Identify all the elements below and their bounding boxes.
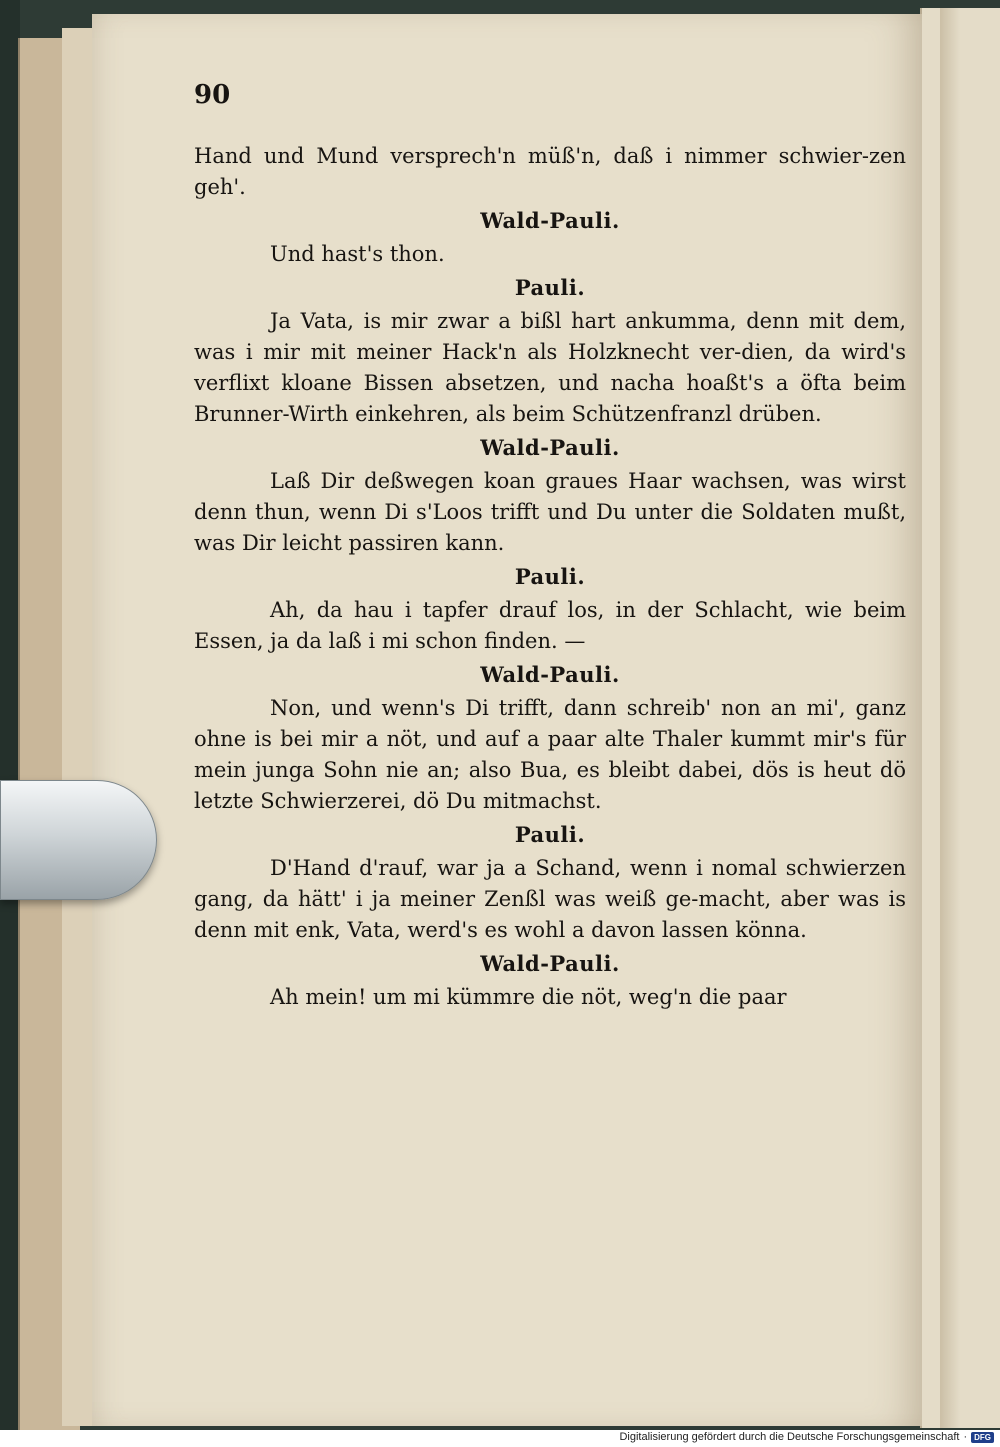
speaker-name: Wald-Pauli.	[480, 208, 620, 233]
book-gutter	[940, 8, 960, 1428]
speaker-name: Wald-Pauli.	[480, 662, 620, 687]
paragraph: Laß Dir deßwegen koan graues Haar wachsen, was wirst denn thun, wenn Di s'Loos trifft und Du unter die Soldaten mußt, was Dir leicht passiren kann.	[194, 469, 906, 555]
speaker-name: Pauli.	[514, 822, 586, 847]
paragraph: Ja Vata, is mir zwar a bißl hart ankumma, denn mit dem, was i mir mit meiner Hack'n als Holzknecht ver-dien, da wird's verflixt kloane Bissen absetzen, und nacha hoaßt's a öfta beim Brunner-Wirth einkehren, als beim Schützenfranzl drüben.	[194, 309, 906, 426]
paragraph: Ah, da hau i tapfer drauf los, in der Schlacht, wie beim Essen, ja da laß i mi schon finden. —	[194, 598, 906, 653]
page-clip	[0, 780, 157, 900]
page-number: 90	[194, 80, 231, 110]
facing-page	[920, 8, 1000, 1428]
speaker-name: Wald-Pauli.	[480, 435, 620, 460]
digitization-credit: Digitalisierung gefördert durch die Deutsche Forschungsgemeinschaft · DFG	[619, 1431, 994, 1443]
page-stack	[62, 28, 93, 1426]
credit-text: Digitalisierung gefördert durch die Deutsche Forschungsgemeinschaft	[619, 1431, 960, 1443]
speaker-name: Pauli.	[514, 564, 586, 589]
dfg-logo-icon: DFG	[971, 1432, 994, 1443]
paragraph: D'Hand d'rauf, war ja a Schand, wenn i nomal schwierzen gang, da hätt' i ja meiner Zenßl was weiß ge-macht, aber was is denn mit enk, Vata, werd's es wohl a davon lassen könna.	[194, 856, 906, 942]
speaker-name: Pauli.	[514, 275, 586, 300]
paragraph: Ah mein! um mi kümmre die nöt, weg'n die paar	[270, 985, 787, 1009]
paragraph: Non, und wenn's Di trifft, dann schreib' non an mi', ganz ohne is bei mir a nöt, und auf a paar alte Thaler kummt mir's für mein junga Sohn nie an; also Bua, es bleibt dabei, dös is heut dö letzte Schwierzerei, dö Du mitmachst.	[194, 696, 906, 813]
paragraph: Hand und Mund versprech'n müß'n, daß i nimmer schwier-zen geh'.	[194, 144, 906, 199]
page-text	[194, 80, 906, 1013]
paragraph: Und hast's thon.	[270, 242, 445, 266]
speaker-name: Wald-Pauli.	[480, 951, 620, 976]
binding-board	[0, 0, 20, 1430]
